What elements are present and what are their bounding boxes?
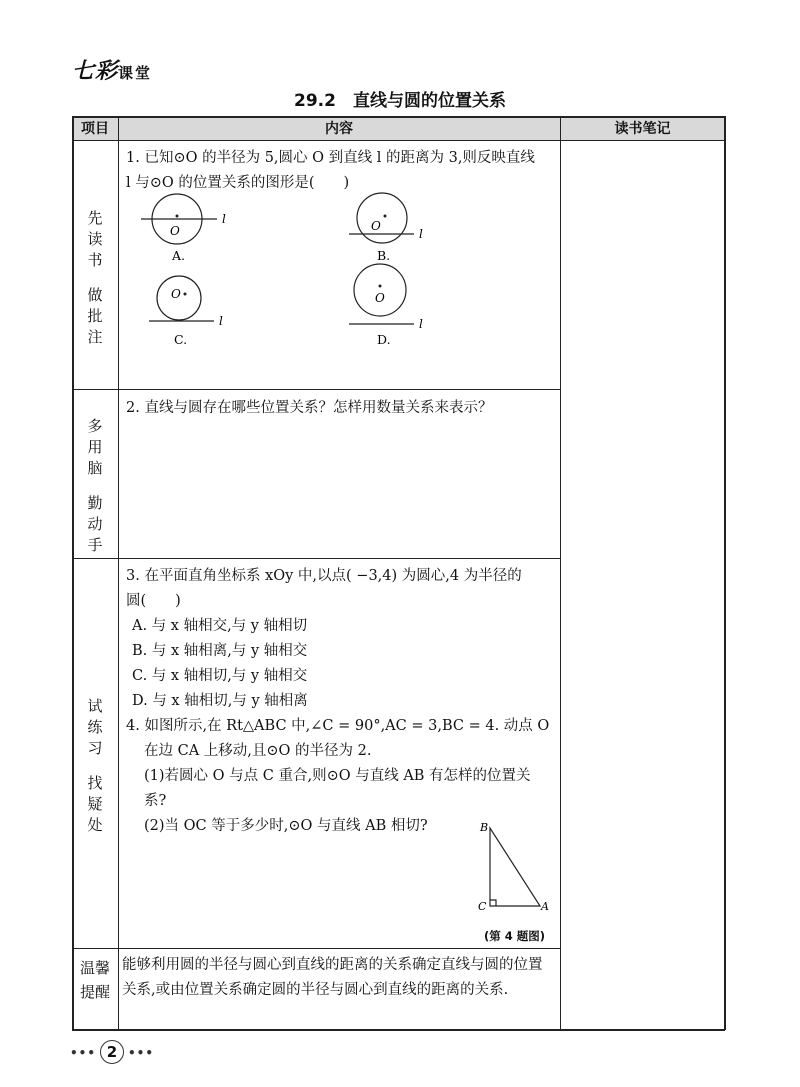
page-dots-left: •••	[70, 1046, 97, 1060]
question-2-line-1: 2. 直线与圆存在哪些位置关系？怎样用数量关系来表示？	[126, 400, 493, 416]
question-4-triangle-figure	[470, 818, 560, 918]
question-4-line-1: 4. 如图所示,在 Rt△ABC 中,∠C = 90°,AC = 3,BC = 4. 动点 O	[126, 718, 550, 734]
row-divider-3	[72, 948, 560, 949]
header-content: 内容	[118, 116, 560, 140]
section-label-read-a: 先读书	[87, 209, 103, 269]
diagram-a-center-label: O	[170, 224, 180, 238]
figure-caption: (第 4 题图)	[484, 929, 546, 943]
section-label-think-b: 勤动手	[87, 494, 103, 554]
question-4-line-2: 在边 CA 上移动,且⊙O 的半径为 2.	[144, 743, 372, 759]
section-label-reminder-text: 温馨提醒	[79, 959, 110, 1001]
question-3-choice-a: A. 与 x 轴相交,与 y 轴相切	[132, 618, 308, 634]
triangle-abc	[490, 828, 540, 906]
option-a-label: A.	[172, 248, 186, 263]
right-angle-mark	[490, 900, 496, 906]
section-label-read-b: 做批注	[87, 286, 103, 346]
question-4-line-4: 系?	[144, 793, 167, 809]
diagram-d-center-label: O	[375, 291, 385, 305]
brand-logo-text: 七彩	[72, 59, 119, 84]
brand-logo	[72, 54, 152, 85]
diagram-d-circle	[354, 264, 406, 316]
diagram-b-line-label: l	[419, 227, 423, 241]
diagram-d-center	[379, 285, 382, 288]
row-divider-2	[72, 558, 560, 559]
page-number: 2	[100, 1040, 124, 1064]
question-1-line-1: 1. 已知⊙O 的半径为 5,圆心 O 到直线 l 的距离为 3,则反映直线	[126, 150, 535, 166]
question-3-choice-b: B. 与 x 轴相离,与 y 轴相交	[132, 643, 308, 659]
question-1-line-2: l 与⊙O 的位置关系的图形是( )	[126, 175, 350, 191]
question-3-line-1: 3. 在平面直角坐标系 xOy 中,以点( −3,4) 为圆心,4 为半径的	[126, 568, 522, 584]
question-4-line-5: (2)当 OC 等于多少时,⊙O 与直线 AB 相切?	[144, 818, 428, 834]
study-table	[72, 116, 725, 1030]
section-label-think-a: 多用脑	[87, 417, 103, 477]
diagram-a-line-label: l	[222, 212, 226, 226]
option-d-label: D.	[377, 332, 391, 347]
diagram-c-line-label: l	[219, 314, 223, 328]
question-3-choice-d: D. 与 x 轴相切,与 y 轴相离	[132, 693, 308, 709]
diagram-b-circle	[357, 193, 407, 243]
header-divider	[72, 140, 725, 141]
question-3-line-2: 圆( )	[126, 593, 181, 609]
page-dots-right: •••	[128, 1046, 155, 1060]
section-label-read	[72, 208, 118, 348]
diagram-c-center-label: O	[171, 287, 181, 301]
vertex-c-label: C	[478, 900, 487, 913]
option-b-label: B.	[377, 248, 391, 263]
table-border-top	[72, 116, 725, 118]
column-divider-2	[560, 116, 561, 1030]
section-label-practice-a: 试练习	[87, 697, 103, 757]
section-label-reminder	[72, 956, 118, 1004]
question-3-choice-c: C. 与 x 轴相切,与 y 轴相交	[132, 668, 308, 684]
diagram-c	[149, 276, 214, 321]
reminder-text: 能够利用圆的半径与圆心到直线的距离的关系确定直线与圆的位置关系,或由位置关系确定圆的半径与圆心到直线的距离的关系.	[122, 957, 543, 998]
diagram-a-center	[176, 215, 179, 218]
diagram-d-line-label: l	[419, 317, 423, 331]
page-number-badge	[70, 1040, 154, 1064]
section-label-practice	[72, 696, 118, 836]
diagram-b-center	[384, 215, 387, 218]
question-1-diagrams	[119, 186, 559, 386]
diagram-b	[349, 193, 414, 243]
table-border-bottom	[72, 1029, 725, 1031]
header-item: 项目	[72, 116, 118, 140]
diagram-c-center	[184, 293, 187, 296]
header-notes: 读书笔记	[560, 116, 725, 140]
vertex-a-label: A	[541, 900, 549, 913]
brand-suffix: 课堂	[118, 64, 153, 82]
diagram-b-center-label: O	[371, 219, 381, 233]
row-divider-1	[72, 389, 560, 390]
question-4-line-3: (1)若圆心 O 与点 C 重合,则⊙O 与直线 AB 有怎样的位置关	[144, 768, 531, 784]
section-label-think	[72, 416, 118, 556]
page-title: 29.2 直线与圆的位置关系	[294, 91, 506, 111]
section-label-practice-b: 找疑处	[87, 774, 103, 834]
option-c-label: C.	[174, 332, 188, 347]
vertex-b-label: B	[480, 821, 489, 834]
table-border-right	[724, 116, 726, 1030]
